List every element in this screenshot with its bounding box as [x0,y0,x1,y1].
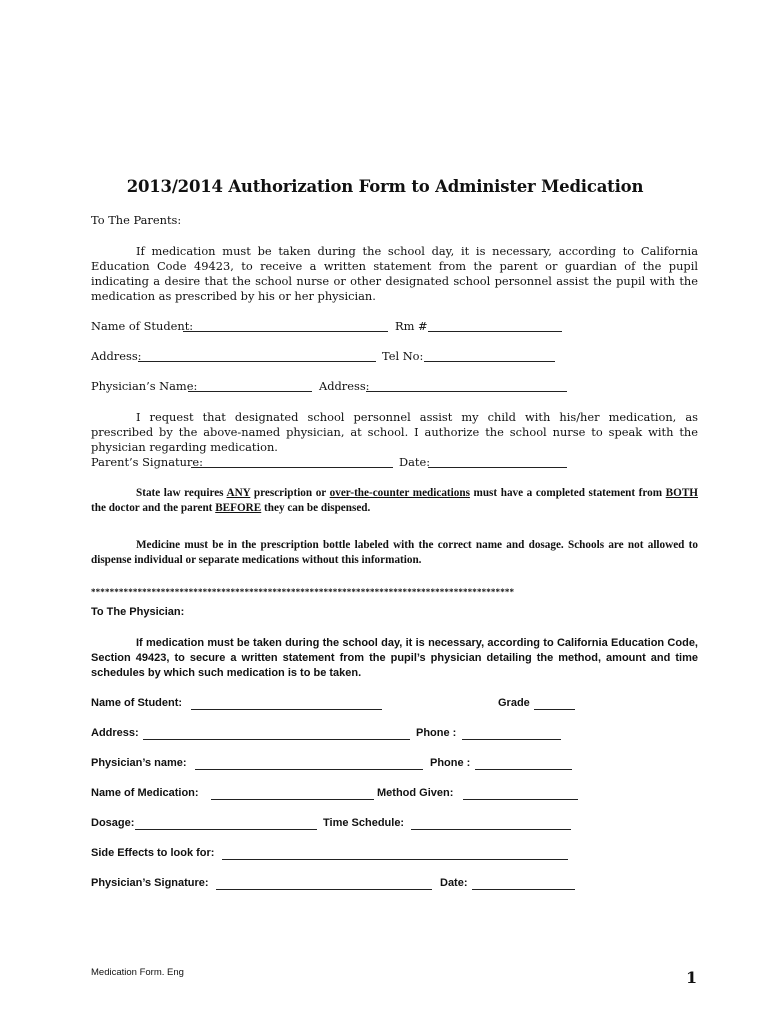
parent-request: I request that designated school personnel assist my child with his/her medication, as prescribed by the above-named physician, at school. I authorize the school nurse to speak with the physician regarding medication. [91,410,698,454]
method-label: Method Given: [377,787,454,799]
parent-date-field[interactable] [428,467,567,468]
footer-label: Medication Form. Eng [91,967,184,978]
ph-student-name-label: Name of Student: [91,697,183,709]
page-number: 1 [686,968,698,987]
dosage-label: Dosage: [91,817,135,829]
medication-label: Name of Medication: [91,787,199,799]
schedule-label: Time Schedule: [323,817,405,829]
rm-field[interactable] [428,331,562,332]
ph-address-label: Address: [91,727,139,739]
grade-field[interactable] [534,709,575,710]
notice-text: State law requires [136,487,227,499]
ph-physician-name-label: Physician’s name: [91,757,187,769]
ph-signature-label: Physician’s Signature: [91,877,209,889]
notice-before: BEFORE [215,502,262,514]
ph-physician-name-field[interactable] [195,769,423,770]
notice-text: they can be dispensed. [261,502,371,514]
rm-label: Rm # [395,319,428,333]
state-law-notice [91,486,698,516]
physician-intro: If medication must be taken during the school day, it is necessary, according to California Education Code, Section 49423, to secure a written statement from the pupil’s physician detailing the method, amount and time schedules by which such medication is to be taken. [91,637,698,679]
physician-name-field[interactable] [188,391,312,392]
ph-phone-field-2[interactable] [475,769,572,770]
parent-signature-field[interactable] [191,467,393,468]
parents-greeting: To The Parents: [91,213,182,227]
dosage-field[interactable] [135,829,317,830]
ph-phone-field-1[interactable] [462,739,561,740]
address-field[interactable] [138,361,376,362]
parent-signature-label: Parent’s Signature: [91,455,203,469]
side-effects-label: Side Effects to look for: [91,847,215,859]
physician-address-field[interactable] [366,391,567,392]
notice-both: BOTH [665,487,698,499]
grade-label: Grade [498,697,530,709]
side-effects-field[interactable] [222,859,568,860]
ph-student-name-field[interactable] [191,709,382,710]
notice-text: the doctor and the parent [91,502,216,514]
ph-phone-label-1: Phone : [416,727,457,739]
medication-field[interactable] [211,799,374,800]
notice-text: prescription or [250,487,330,499]
schedule-field[interactable] [411,829,571,830]
notice-text: must have a completed statement from [469,487,666,499]
ph-date-label: Date: [440,877,468,889]
method-field[interactable] [463,799,578,800]
ph-signature-field[interactable] [216,889,432,890]
page-title: 2013/2014 Authorization Form to Administer Medication [126,177,644,196]
parents-intro: If medication must be taken during the school day, it is necessary, according to California Education Code 49423, to receive a written statement from the parent or guardian of the pupil indicating a desire that the school nurse or other designated school personnel assist the pupil with the medication as prescribed by his or her physician. [91,244,698,303]
student-name-field[interactable] [183,331,388,332]
section-separator: ******************************************************************************************* [91,587,515,597]
ph-date-field[interactable] [472,889,575,890]
physician-greeting: To The Physician: [91,606,185,618]
address-label: Address: [91,349,142,363]
parent-date-label: Date: [399,455,431,469]
notice-otc: over-the-counter medications [329,487,470,499]
tel-label: Tel No: [382,349,424,363]
physician-name-label: Physician’s Name: [91,379,198,393]
bottle-notice: Medicine must be in the prescription bottle labeled with the correct name and dosage. Schools are not allowed to dispense individual or separate medications without this information. [91,539,698,566]
physician-address-label: Address: [319,379,370,393]
tel-field[interactable] [424,361,555,362]
ph-phone-label-2: Phone : [430,757,471,769]
notice-any: ANY [226,487,251,499]
ph-address-field[interactable] [143,739,410,740]
student-name-label: Name of Student: [91,319,194,333]
